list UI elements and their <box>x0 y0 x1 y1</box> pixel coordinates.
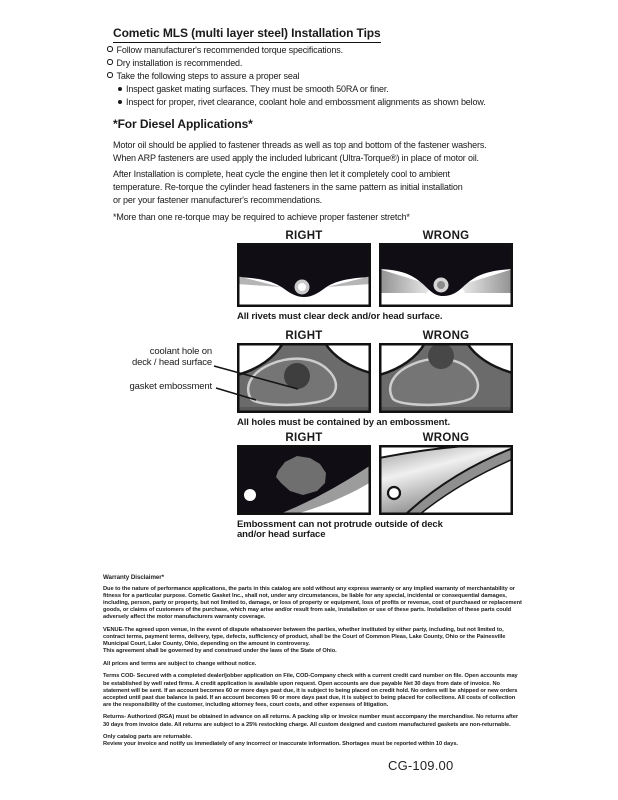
section-heading: *For Diesel Applications* <box>113 117 253 131</box>
paragraph: Motor oil should be applied to fastener threads as well as top and bottom of the fastener washers. When ARP fasteners are used apply the included lubricant (Ultra-Torque®) in place of motor oil. <box>113 140 487 163</box>
paragraph: Due to the nature of performance applications, the parts in this catalog are sold without any express warranty or any implied warranty of merchantability or fitness for a particular purpose. Cometic Gasket Inc., shall not, under any circumstances, be liable for any special, incidental or consequential damages, including, person, party or property, but not limited to, damage, or loss of property or equipment, loss of profits or revenue, cost of purchased or replacement goods, or claims of customers of the purchase, which may arise and/or result from sale, installation or use of these parts. Installation of these parts could adversely affect the motor manufacturers warranty coverage. <box>103 586 522 621</box>
figure-boxes <box>237 445 513 515</box>
callout-coolant-hole: coolant hole on <box>149 346 212 357</box>
diesel-section <box>113 117 553 227</box>
rivet-wrong-diagram <box>379 243 513 307</box>
callout-gasket-embossment: gasket embossment <box>129 381 212 392</box>
paragraph: *More than one re-torque may be required to achieve proper fastener stretch* <box>113 211 410 222</box>
installation-tips-list <box>107 44 486 109</box>
tip-text: Inspect gasket mating surfaces. They must be smooth 50RA or finer. <box>126 84 389 94</box>
tip-text: Inspect for proper, rivet clearance, coolant hole and embossment alignments as shown below. <box>126 97 486 107</box>
open-bullet-icon <box>107 59 113 65</box>
paragraph: After Installation is complete, heat cycle the engine then let it completely cool to ambient temperature. Re-torque the cylinder head fasteners in the same pattern as initial installation or per your fastener manufacturer's recommendations. <box>113 169 463 205</box>
paragraph: Returns- Authorized (RGA) must be obtained in advance on all returns. A packing slip or invoice number must accompany the merchandise. No returns after 30 days from invoice date. All returns are subject to a 25% restocking charge. All custom designed and custom manufactured gaskets are non-returnable. <box>103 714 518 728</box>
paragraph: All prices and terms are subject to change without notice. <box>103 660 257 667</box>
callout-leader-lines <box>210 352 320 412</box>
figure-caption: All rivets must clear deck and/or head surface. <box>237 311 443 322</box>
list-item <box>107 57 486 70</box>
figure-labels <box>237 330 513 342</box>
hole-wrong-diagram <box>379 343 513 413</box>
document-number: CG-109.00 <box>388 758 454 773</box>
list-item <box>107 70 486 83</box>
figure-boxes <box>237 243 513 307</box>
right-label: RIGHT <box>285 432 323 444</box>
warranty-disclaimer <box>103 574 533 754</box>
disclaimer-heading: Warranty Disclaimer* <box>103 574 165 581</box>
callout-coolant-hole: deck / head surface <box>131 356 212 368</box>
filled-bullet-icon <box>118 87 122 91</box>
rivet-right-diagram <box>237 243 371 307</box>
protrusion-wrong-diagram <box>379 445 513 515</box>
paragraph: Only catalog parts are returnable. Review your invoice and notify us immediately of any incorrect or inaccurate information. Shortages must be reported within 10 days. <box>103 734 458 748</box>
filled-bullet-icon <box>118 100 122 104</box>
figure-labels <box>237 432 513 444</box>
paragraph: VENUE-The agreed upon venue, in the event of dispute whatsoever between the parties, whether instituted by either party, including, but not limited to, contract terms, payment terms, delivery, type, defects, sufficiency of product, shall be the Court of Common Pleas, Lake County, Ohio or the Painesville Municipal Court, Lake County, Ohio, depending on the amount in controversy. This agreement shall be governed by and construed under the laws of the State of Ohio. <box>103 626 506 655</box>
figure-callouts <box>98 347 212 393</box>
open-bullet-icon <box>107 46 113 52</box>
open-bullet-icon <box>107 72 113 78</box>
protrusion-right-diagram <box>237 445 371 515</box>
figure-labels <box>237 230 513 242</box>
figure-embossment-protrusion <box>237 432 513 540</box>
list-item <box>107 44 486 57</box>
tip-text: Follow manufacturer's recommended torque specifications. <box>116 45 343 55</box>
tip-text: Take the following steps to assure a proper seal <box>116 71 300 81</box>
figure-caption: All holes must be contained by an embossment. <box>237 417 450 428</box>
figure-caption: Embossment can not protrude outside of deck and/or head surface <box>237 519 443 540</box>
wrong-label: WRONG <box>422 230 470 242</box>
list-item <box>118 96 486 109</box>
tip-text: Dry installation is recommended. <box>116 58 243 68</box>
wrong-label: WRONG <box>422 330 470 342</box>
list-item <box>118 83 486 96</box>
right-label: RIGHT <box>285 330 323 342</box>
page-title: Cometic MLS (multi layer steel) Installation Tips <box>113 26 381 43</box>
paragraph: Terms COD- Secured with a completed dealer/jobber application on File, COD-Company check with a current credit card number on file. Open accounts may be established by well rated firms. A credit application is available upon request. Open accounts are due payable Net 30 days from date of invoice. No statement will be sent. If an account becomes 60 or more days past due, it is subject to being placed on credit hold. No orders will be shipped or new orders accepted until past due balance is paid. If an account becomes 90 or more days past due, it is subject to being placed for collections. All costs of collection are the responsibility of the customer, including attorney fees, court costs, and other expenses of litigation. <box>103 673 518 708</box>
figure-rivet-clearance <box>237 230 513 322</box>
right-label: RIGHT <box>285 230 323 242</box>
wrong-label: WRONG <box>422 432 470 444</box>
